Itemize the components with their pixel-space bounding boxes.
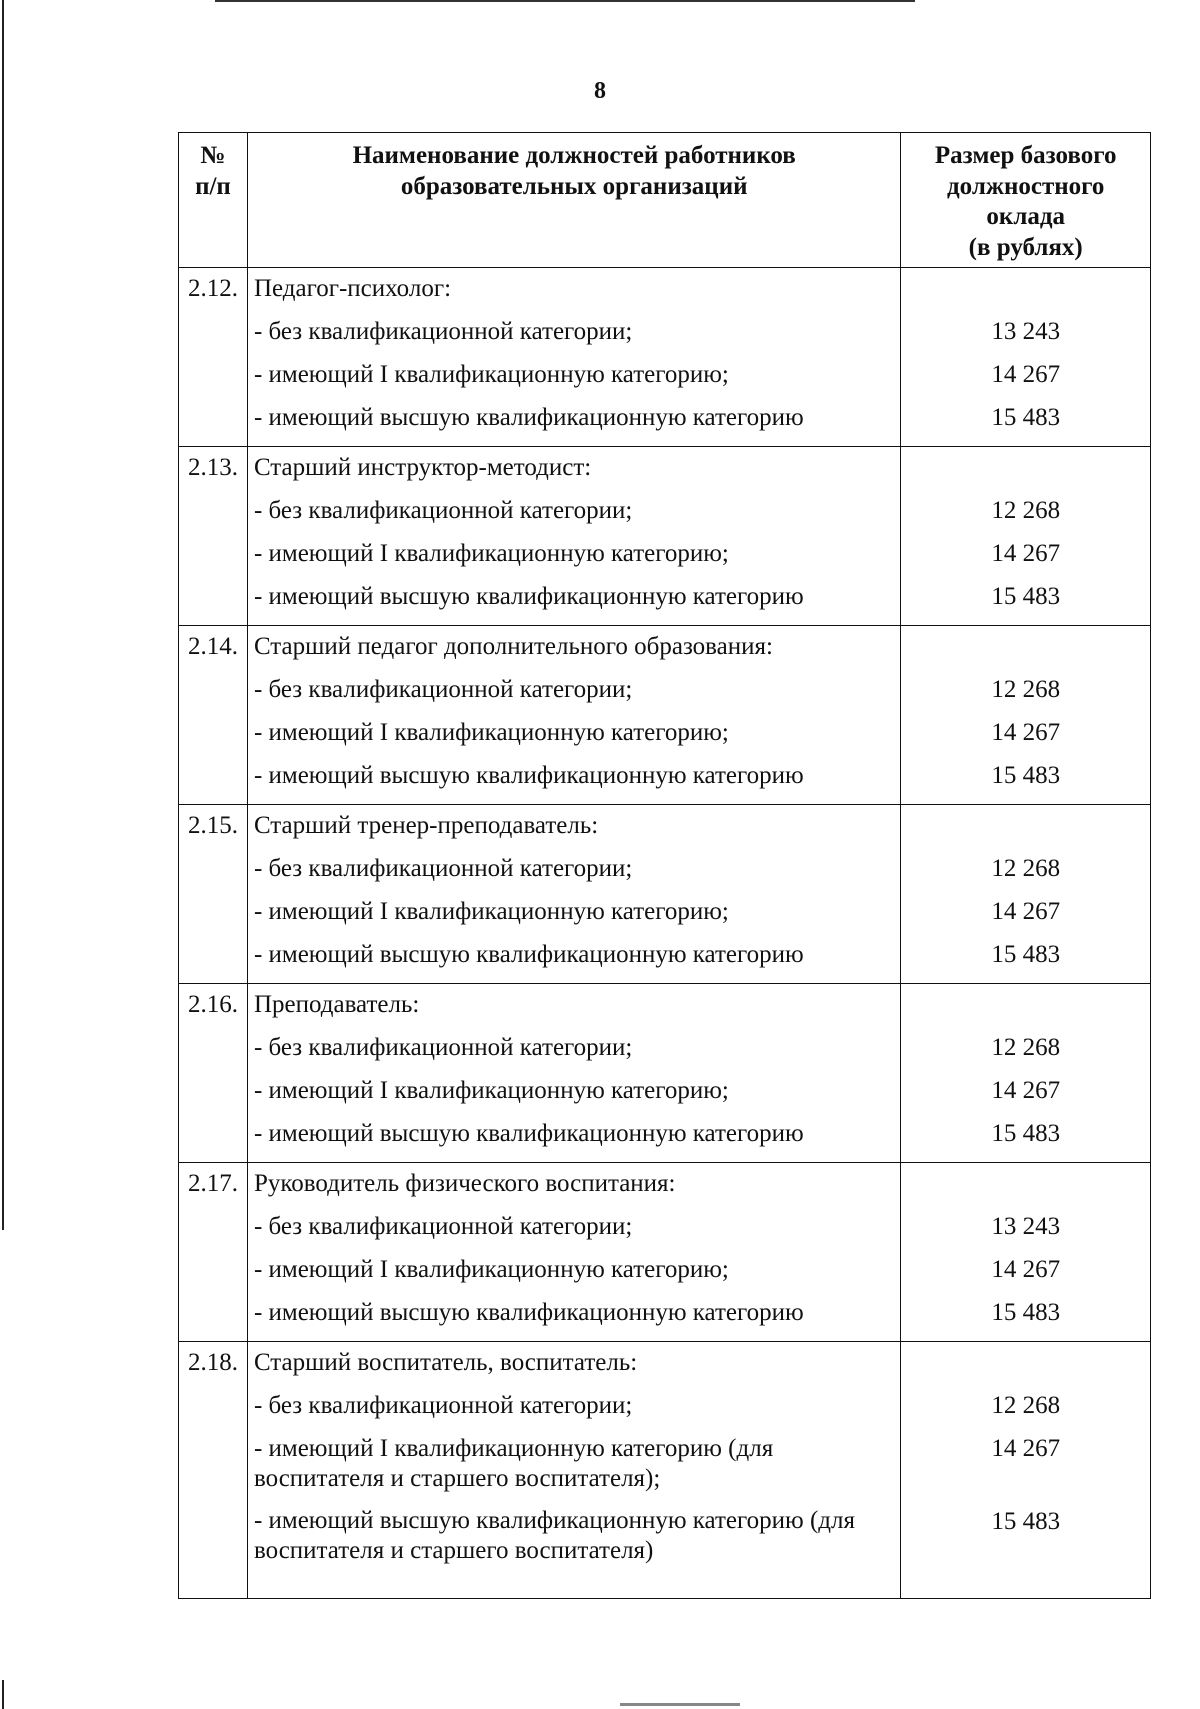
category-label: - имеющий I квалификационную категорию; (253, 1077, 729, 1104)
position-cell (247, 984, 900, 1163)
position-cell (247, 447, 900, 626)
salary-value: 13 243 (991, 318, 1061, 345)
section-number: 2.17. (179, 1163, 248, 1342)
salary-value: 14 267 (991, 1077, 1061, 1104)
category-label: - без квалификационной категории; (253, 1213, 633, 1240)
section-number: 2.18. (179, 1342, 248, 1599)
salary-value: 15 483 (991, 941, 1061, 968)
section-number: 2.15. (179, 805, 248, 984)
scan-edge (2, 0, 4, 1230)
scan-edge (2, 1680, 4, 1709)
salary-blank (907, 1348, 1144, 1391)
salary-value: 14 267 (991, 1435, 1061, 1462)
table-row (179, 1163, 1151, 1342)
salary-cell (901, 268, 1151, 447)
salary-value: 15 483 (991, 1299, 1061, 1326)
category-label: - имеющий высшую квалификационную категорию (253, 941, 804, 968)
position-title: Старший воспитатель, воспитатель: (253, 1349, 638, 1376)
header-name-line: Наименование должностей работников (352, 142, 796, 169)
position-title: Старший тренер-преподаватель: (253, 812, 599, 839)
salary-value: 12 268 (991, 497, 1061, 524)
header-salary-line: оклада (986, 203, 1065, 230)
header-salary-line: должностного (947, 172, 1105, 200)
header-num-line: № (200, 142, 226, 169)
category-label: - без квалификационной категории; (253, 497, 633, 524)
position-cell (247, 268, 900, 447)
category-label: - имеющий высшую квалификационную категорию (253, 762, 804, 789)
salary-cell (901, 1163, 1151, 1342)
category-label: - имеющий высшую квалификационную категорию (253, 583, 804, 610)
page-number: 8 (594, 78, 606, 104)
table-row (179, 805, 1151, 984)
salary-value: 14 267 (991, 361, 1061, 388)
salary-value: 15 483 (991, 404, 1061, 431)
header-salary-line: (в рублях) (968, 233, 1083, 261)
salary-table (178, 132, 1151, 1599)
position-cell (247, 1342, 900, 1599)
salary-value: 15 483 (991, 1508, 1061, 1535)
position-title: Преподаватель: (253, 991, 420, 1018)
salary-value: 12 268 (991, 855, 1061, 882)
category-label: - без квалификационной категории; (253, 855, 633, 882)
position-title: Педагог-психолог: (253, 275, 452, 302)
salary-blank (907, 453, 1144, 496)
header-num (179, 133, 248, 268)
salary-cell (901, 1342, 1151, 1599)
header-num-line: п/п (195, 172, 231, 200)
category-label: - без квалификационной категории; (253, 1392, 633, 1419)
category-label: - без квалификационной категории; (253, 318, 633, 345)
table-row (179, 984, 1151, 1163)
salary-value: 15 483 (991, 1120, 1061, 1147)
category-label: - имеющий высшую квалификационную категорию (253, 1120, 804, 1147)
salary-cell (901, 984, 1151, 1163)
category-label: - имеющий высшую квалификационную категорию (253, 404, 804, 431)
salary-value: 12 268 (991, 676, 1061, 703)
table-row (179, 626, 1151, 805)
salary-cell (901, 805, 1151, 984)
salary-value: 12 268 (991, 1034, 1061, 1061)
category-label: - имеющий высшую квалификационную категорию (для воспитателя и старшего воспитателя) (253, 1507, 855, 1564)
scan-smudge (620, 1703, 740, 1706)
salary-cell (901, 626, 1151, 805)
category-label: - имеющий I квалификационную категорию; (253, 361, 729, 388)
row-padding (254, 1578, 894, 1598)
position-title: Старший инструктор-методист: (253, 454, 592, 481)
category-label: - без квалификационной категории; (253, 676, 633, 703)
table-row (179, 1342, 1151, 1599)
salary-blank (907, 990, 1144, 1033)
table-header-row (179, 133, 1151, 268)
category-label: - имеющий I квалификационную категорию; (253, 1256, 729, 1283)
position-title: Старший педагог дополнительного образования: (253, 633, 773, 660)
salary-blank (907, 811, 1144, 854)
salary-value: 14 267 (991, 898, 1061, 925)
header-name (247, 133, 900, 268)
salary-value: 14 267 (991, 540, 1061, 567)
salary-value: 14 267 (991, 719, 1061, 746)
table-row (179, 447, 1151, 626)
position-title: Руководитель физического воспитания: (253, 1170, 676, 1197)
category-label: - имеющий высшую квалификационную категорию (253, 1299, 804, 1326)
salary-blank (907, 632, 1144, 675)
salary-value: 15 483 (991, 762, 1061, 789)
category-label: - имеющий I квалификационную категорию (для воспитателя и старшего воспитателя); (253, 1435, 774, 1492)
section-number: 2.13. (179, 447, 248, 626)
category-label: - имеющий I квалификационную категорию; (253, 540, 729, 567)
salary-value: 13 243 (991, 1213, 1061, 1240)
category-label: - без квалификационной категории; (253, 1034, 633, 1061)
category-label: - имеющий I квалификационную категорию; (253, 719, 729, 746)
section-number: 2.14. (179, 626, 248, 805)
scan-edge (215, 0, 915, 2)
salary-blank (907, 274, 1144, 317)
salary-value: 15 483 (991, 583, 1061, 610)
salary-value: 14 267 (991, 1256, 1061, 1283)
salary-value: 12 268 (991, 1392, 1061, 1419)
salary-blank (907, 1169, 1144, 1212)
position-cell (247, 1163, 900, 1342)
header-salary-line: Размер базового (934, 142, 1117, 169)
header-salary (901, 133, 1151, 268)
salary-cell (901, 447, 1151, 626)
position-cell (247, 626, 900, 805)
section-number: 2.12. (179, 268, 248, 447)
category-label: - имеющий I квалификационную категорию; (253, 898, 729, 925)
table-row (179, 268, 1151, 447)
position-cell (247, 805, 900, 984)
header-name-line: образовательных организаций (400, 172, 748, 200)
section-number: 2.16. (179, 984, 248, 1163)
